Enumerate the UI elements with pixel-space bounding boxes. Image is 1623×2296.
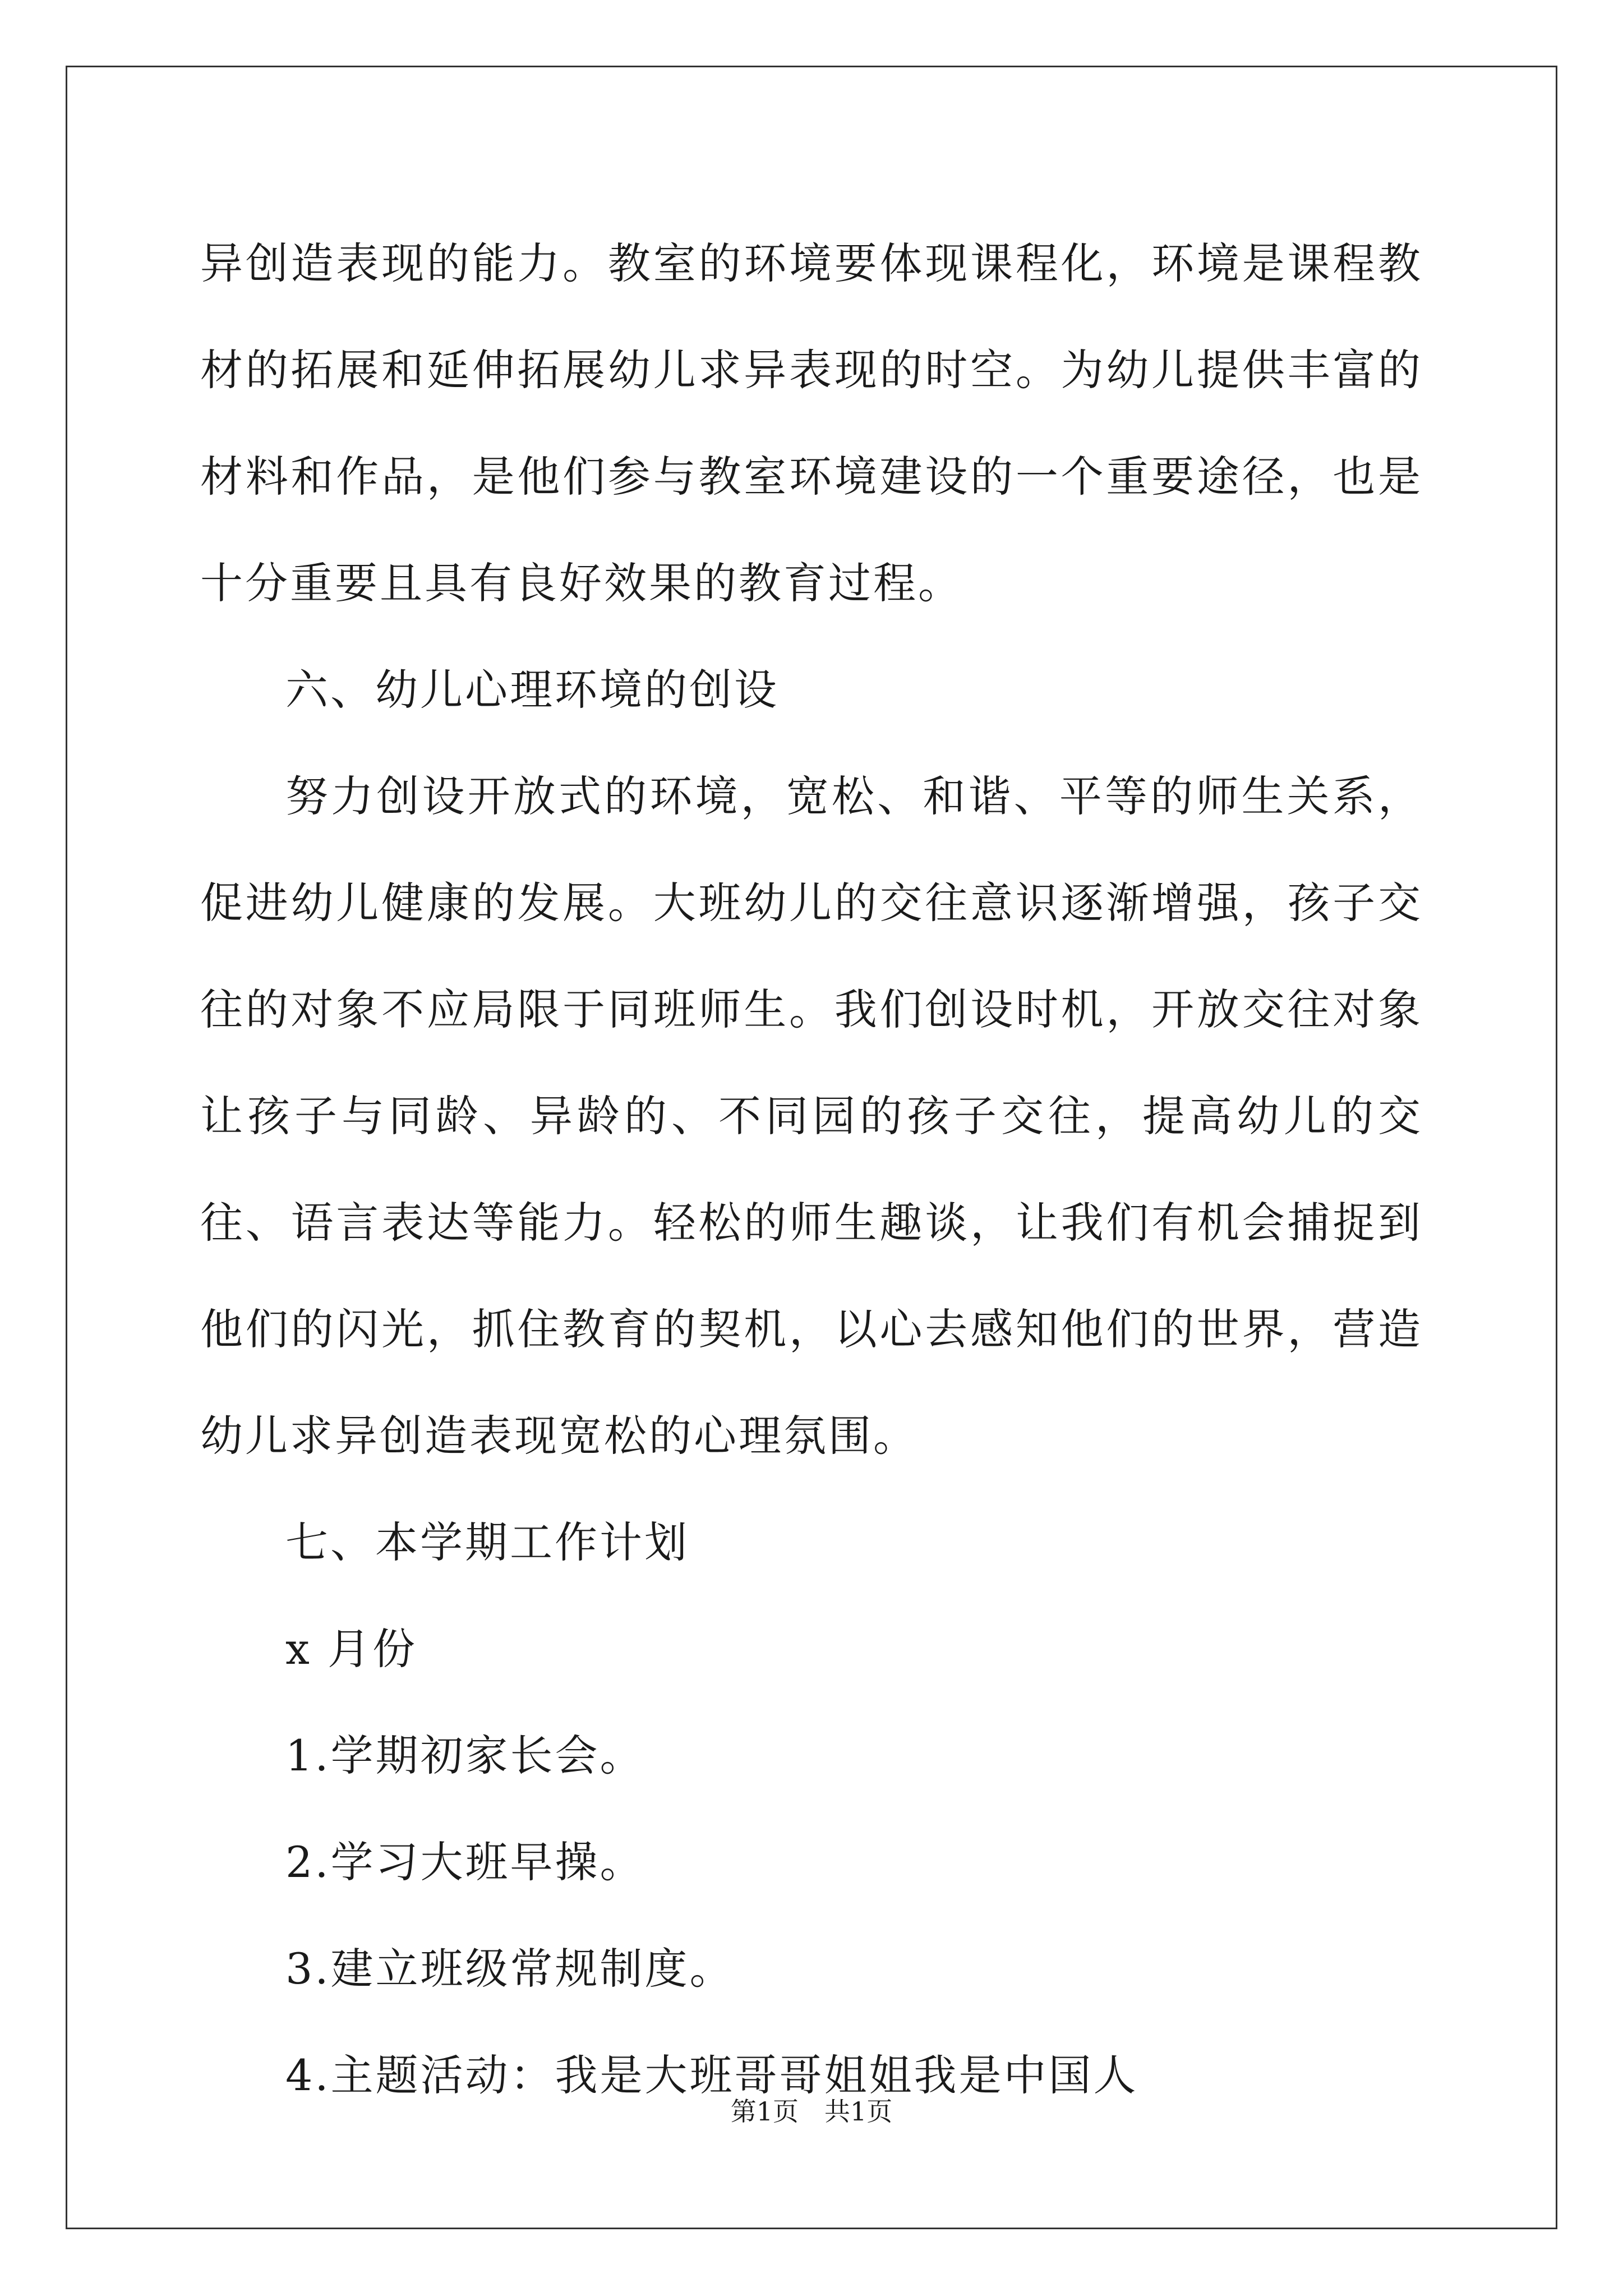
section-heading-7: 七、本学期工作计划	[285, 1517, 689, 1567]
month-label: x 月份	[285, 1624, 418, 1674]
paragraph-continued: 异创造表现的能力。教室的环境要体现课程化，环境是课程教材的拓展和延伸拓展幼儿求异表现的时空。为幼儿提供丰富的材料和作品，是他们参与教室环境建设的一个重要途径，也是十分重要且具有良好效果的教育过程。	[200, 238, 1423, 608]
plan-item-1: 1.学期初家长会。	[285, 1731, 645, 1780]
plan-item-3: 3.建立班级常规制度。	[285, 1944, 735, 1994]
page-number-current: 第1页	[730, 2096, 799, 2127]
page-number-total: 共1页	[824, 2096, 893, 2127]
plan-item-2: 2.学习大班早操。	[285, 1837, 645, 1887]
page-footer	[0, 2091, 1623, 2128]
plan-item-4: 4.主题活动：我是大班哥哥姐姐我是中国人	[285, 2050, 1138, 2100]
document-body	[200, 210, 1423, 2129]
section-heading-6: 六、幼儿心理环境的创设	[285, 665, 779, 715]
paragraph-psychological-environment: 努力创设开放式的环境，宽松、和谐、平等的师生关系，促进幼儿健康的发展。大班幼儿的交往意识逐渐增强，孩子交往的对象不应局限于同班师生。我们创设时机，开放交往对象让孩子与同龄、异龄的、不同园的孩子交往，提高幼儿的交往、语言表达等能力。轻松的师生趣谈，让我们有机会捕捉到他们的闪光，抓住教育的契机，以心去感知他们的世界，营造幼儿求异创造表现宽松的心理氛围。	[200, 771, 1423, 1461]
